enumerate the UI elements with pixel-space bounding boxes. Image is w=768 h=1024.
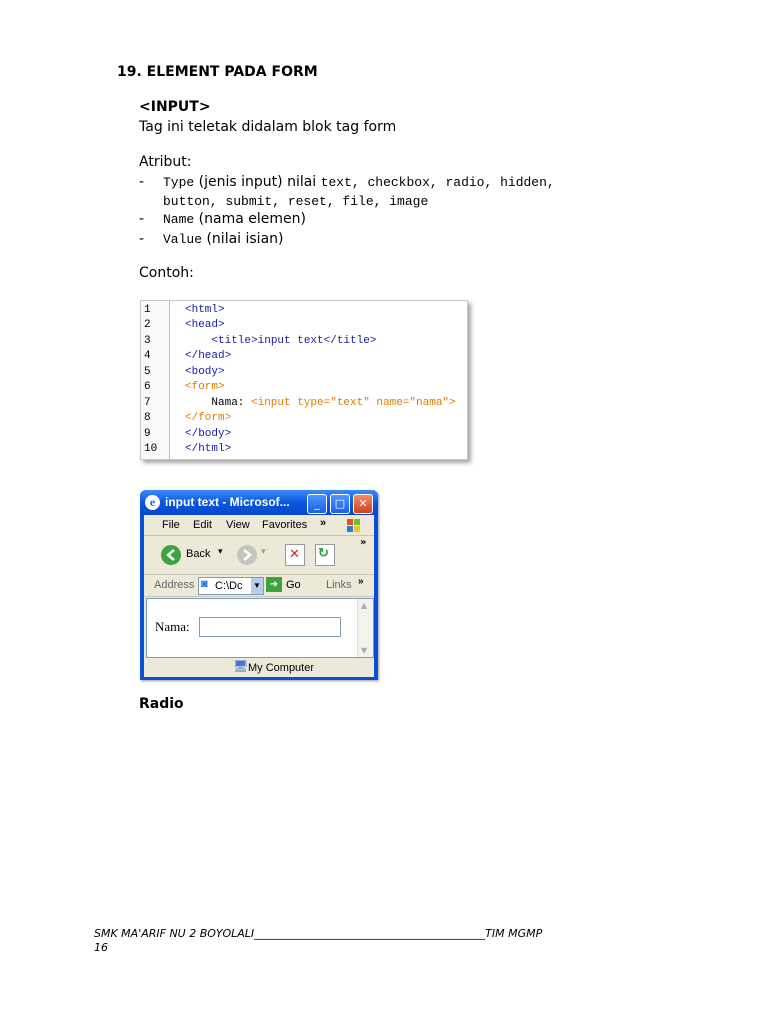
code-text: <html> bbox=[185, 304, 225, 316]
section-heading: 19. ELEMENT PADA FORM bbox=[117, 64, 318, 80]
scroll-down-icon[interactable]: ▼ bbox=[361, 646, 368, 655]
intro-text: Tag ini teletak didalam blok tag form bbox=[139, 119, 397, 135]
forward-dropdown-icon[interactable]: ▾ bbox=[261, 547, 266, 557]
code-text: <title>input text</title> bbox=[185, 335, 377, 347]
line-number: 1 bbox=[144, 304, 151, 316]
code-example bbox=[140, 300, 468, 460]
code-line bbox=[141, 396, 467, 411]
menu-favorites[interactable]: Favorites bbox=[262, 519, 308, 531]
menu-overflow-icon[interactable]: » bbox=[320, 517, 327, 529]
attribute-values: text, checkbox, radio, hidden, bbox=[320, 175, 555, 190]
line-number: 5 bbox=[144, 366, 151, 378]
attribute-type bbox=[139, 174, 555, 190]
stop-icon[interactable]: ✕ bbox=[285, 544, 305, 566]
address-input[interactable] bbox=[198, 577, 264, 595]
menu-view[interactable]: View bbox=[226, 519, 250, 531]
footer-team: TIM MGMP bbox=[485, 927, 543, 940]
line-number: 6 bbox=[144, 381, 151, 393]
address-bar bbox=[144, 575, 374, 597]
menu-edit[interactable]: Edit bbox=[193, 519, 212, 531]
back-dropdown-icon[interactable]: ▾ bbox=[218, 547, 223, 557]
status-bar bbox=[144, 658, 374, 677]
code-text: </head> bbox=[185, 350, 232, 362]
attribute-desc: (jenis input) nilai bbox=[198, 174, 317, 190]
attribute-values-cont bbox=[163, 193, 428, 209]
nama-text-input[interactable] bbox=[199, 617, 341, 637]
input-subheading: <INPUT> bbox=[139, 99, 211, 115]
attribute-desc: (nilai isian) bbox=[206, 231, 284, 247]
code-text: Nama: bbox=[185, 397, 252, 409]
window-title: input text - Microsof... bbox=[165, 495, 290, 509]
attribute-name-item bbox=[139, 211, 306, 227]
close-icon[interactable]: ✕ bbox=[353, 494, 373, 514]
line-number: 9 bbox=[144, 428, 151, 440]
code-line bbox=[141, 365, 467, 380]
line-number: 2 bbox=[144, 319, 151, 331]
maximize-icon[interactable]: □ bbox=[330, 494, 350, 514]
code-text: </html> bbox=[185, 443, 232, 455]
code-line bbox=[141, 442, 467, 457]
attribute-desc: (nama elemen) bbox=[198, 211, 306, 227]
attribute-name: Value bbox=[163, 232, 203, 247]
code-line bbox=[141, 427, 467, 442]
forward-arrow-icon[interactable] bbox=[237, 545, 257, 565]
list-dash: - bbox=[139, 174, 145, 190]
code-text: <head> bbox=[185, 319, 225, 331]
code-line bbox=[141, 411, 467, 426]
attribute-name: Type bbox=[163, 175, 195, 190]
refresh-icon[interactable]: ↻ bbox=[315, 544, 335, 566]
toolbar bbox=[144, 536, 374, 575]
minimize-icon[interactable]: _ bbox=[307, 494, 327, 514]
ie-icon: e bbox=[145, 495, 160, 510]
code-line bbox=[141, 349, 467, 364]
attribute-value-item bbox=[139, 231, 284, 247]
code-text: </body> bbox=[185, 428, 232, 440]
code-text-input-tag: <input type="text" name="nama"> bbox=[251, 397, 456, 409]
code-line bbox=[141, 380, 467, 395]
menu-bar bbox=[144, 515, 374, 536]
address-dropdown-icon[interactable]: ▼ bbox=[251, 578, 263, 594]
footer-rule: __________________________________________ bbox=[254, 927, 486, 940]
go-arrow-icon[interactable]: ➜ bbox=[266, 577, 282, 592]
list-dash: - bbox=[139, 231, 145, 247]
window-body bbox=[144, 515, 374, 677]
code-text: <body> bbox=[185, 366, 225, 378]
browser-window-screenshot bbox=[140, 490, 378, 680]
list-dash: - bbox=[139, 211, 145, 227]
title-bar bbox=[140, 490, 378, 515]
page-icon: ◙ bbox=[201, 578, 208, 590]
footer bbox=[94, 927, 542, 940]
go-button-label[interactable]: Go bbox=[286, 579, 301, 591]
links-label[interactable]: Links bbox=[326, 579, 352, 591]
line-number: 10 bbox=[144, 443, 158, 455]
code-text: <form> bbox=[185, 381, 225, 393]
toolbar-overflow-icon[interactable]: » bbox=[360, 537, 367, 548]
status-text: My Computer bbox=[248, 662, 315, 674]
code-line bbox=[141, 303, 467, 318]
nama-label: Nama: bbox=[155, 619, 190, 634]
address-value: C:\Dc bbox=[215, 580, 243, 592]
page-content bbox=[146, 598, 374, 658]
attribute-values-line2: button, submit, reset, file, image bbox=[163, 194, 429, 209]
code-line bbox=[141, 334, 467, 349]
contoh-label: Contoh: bbox=[139, 265, 194, 281]
address-label: Address bbox=[154, 579, 195, 591]
menu-file[interactable]: File bbox=[162, 519, 180, 531]
attribute-name: Name bbox=[163, 212, 195, 227]
links-overflow-icon[interactable]: » bbox=[358, 576, 364, 587]
radio-heading: Radio bbox=[139, 696, 184, 712]
vertical-scrollbar[interactable] bbox=[357, 599, 373, 657]
footer-school: SMK MA'ARIF NU 2 BOYOLALI bbox=[94, 927, 255, 940]
back-button-label[interactable]: Back bbox=[186, 548, 211, 560]
line-number: 8 bbox=[144, 412, 151, 424]
code-line bbox=[141, 318, 467, 333]
line-number: 3 bbox=[144, 335, 151, 347]
windows-logo-icon bbox=[344, 516, 364, 534]
back-arrow-icon[interactable] bbox=[161, 545, 181, 565]
page-number: 16 bbox=[94, 941, 108, 954]
code-text: </form> bbox=[185, 412, 232, 424]
scroll-up-icon[interactable]: ▲ bbox=[361, 601, 368, 610]
computer-icon: 🖥 bbox=[233, 659, 249, 673]
atribut-label: Atribut: bbox=[139, 154, 192, 170]
line-number: 7 bbox=[144, 397, 151, 409]
line-number: 4 bbox=[144, 350, 151, 362]
